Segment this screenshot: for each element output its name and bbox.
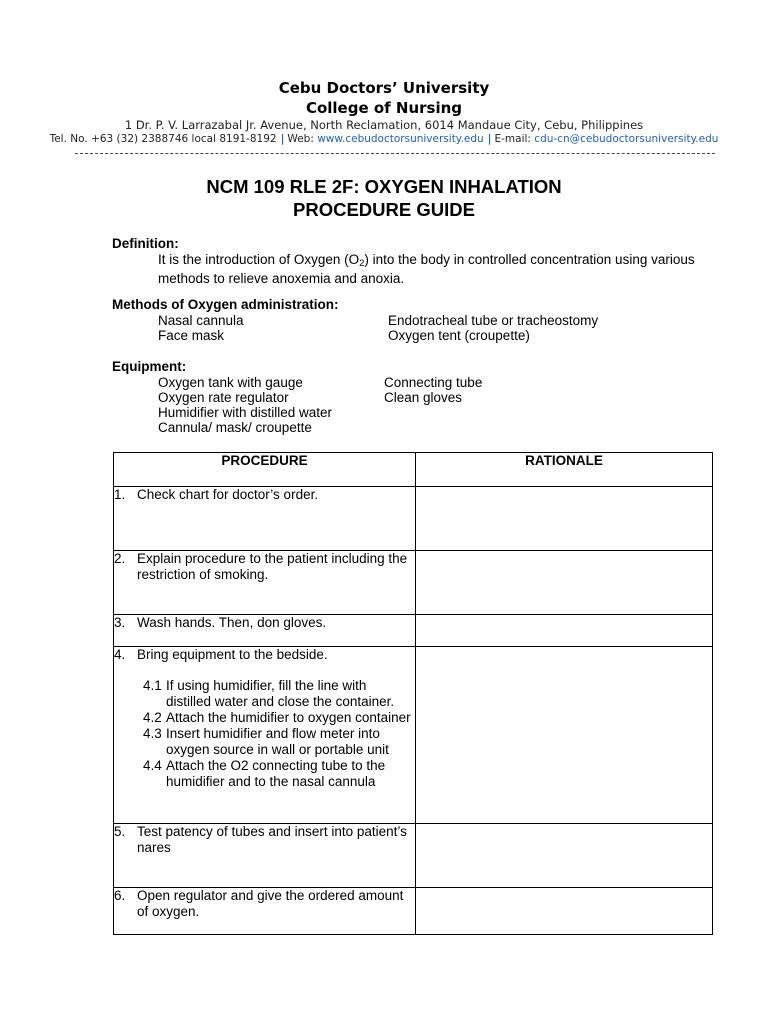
separator: | — [280, 133, 285, 145]
rationale-cell — [416, 888, 713, 935]
table-row — [114, 615, 713, 647]
table-row — [114, 888, 713, 935]
procedure-cell: 5. Test patency of tubes and insert into patient’s nares — [114, 824, 416, 888]
sub-step: 4.3 Insert humidifier and flow meter into oxygen source in wall or portable unit — [143, 726, 389, 757]
telephone: Tel. No. +63 (32) 2388746 local 8191-8192 — [49, 133, 277, 145]
method-item: Oxygen tent (croupette) — [388, 328, 530, 343]
document-title: NCM 109 RLE 2F: OXYGEN INHALATION — [206, 176, 562, 197]
rationale-cell — [416, 824, 713, 888]
table-header-row — [114, 453, 713, 487]
header-divider — [75, 153, 715, 154]
email-label: E-mail: — [494, 133, 531, 145]
table-row — [114, 824, 713, 888]
college-name: College of Nursing — [305, 99, 463, 117]
university-name: Cebu Doctors’ University — [278, 79, 490, 97]
procedure-column-header: PROCEDURE — [114, 453, 416, 487]
sub-step: 4.2 Attach the humidifier to oxygen container — [143, 710, 411, 725]
web-label: Web: — [287, 133, 314, 145]
rationale-column-header: RATIONALE — [416, 453, 713, 487]
rationale-cell — [416, 615, 713, 647]
rationale-cell — [416, 647, 713, 824]
method-item: Nasal cannula — [158, 313, 244, 328]
separator: | — [487, 133, 492, 145]
equipment-heading: Equipment: — [112, 359, 187, 374]
rationale-cell — [416, 551, 713, 615]
sub-step: 4.4 Attach the O2 connecting tube to the humidifier and to the nasal cannula — [143, 758, 386, 789]
equipment-item: Oxygen rate regulator — [158, 390, 289, 405]
table-row — [114, 551, 713, 615]
definition-heading: Definition: — [112, 236, 179, 251]
method-item: Face mask — [158, 328, 225, 343]
procedure-table — [113, 452, 713, 935]
email-link[interactable]: cdu-cn@cebudoctorsuniversity.edu — [534, 133, 719, 145]
procedure-cell: 4. Bring equipment to the bedside. 4.1 If using humidifier, fill the line with distilled water and close the container. 4.2 Attach the humidifier to oxygen container 4.3 Insert humidifier and flow meter into oxygen source in wall or portable unit 4.4 Attach the O2 connecting tube to the humidifier and to the nasal cannula — [114, 647, 416, 824]
method-item: Endotracheal tube or tracheostomy — [388, 313, 599, 328]
methods-heading: Methods of Oxygen administration: — [112, 297, 339, 312]
sub-step: 4.1 If using humidifier, fill the line with distilled water and close the container. — [143, 678, 395, 709]
rationale-cell — [416, 487, 713, 551]
equipment-item: Cannula/ mask/ croupette — [158, 420, 312, 435]
sub-steps — [114, 678, 415, 790]
procedure-cell: 1. Check chart for doctor’s order. — [114, 487, 416, 551]
equipment-item: Oxygen tank with gauge — [158, 375, 303, 390]
document-subtitle: PROCEDURE GUIDE — [293, 199, 475, 220]
website-link[interactable]: www.cebudoctorsuniversity.edu — [317, 133, 484, 145]
procedure-cell: 2. Explain procedure to the patient including the restriction of smoking. — [114, 551, 416, 615]
table-row — [114, 647, 713, 824]
equipment-item: Humidifier with distilled water — [158, 405, 333, 420]
procedure-cell: 3. Wash hands. Then, don gloves. — [114, 615, 416, 647]
table-row — [114, 487, 713, 551]
equipment-item: Connecting tube — [384, 375, 483, 390]
address-line: 1 Dr. P. V. Larrazabal Jr. Avenue, North Reclamation, 6014 Mandaue City, Cebu, Philippines — [124, 118, 644, 132]
procedure-cell: 6. Open regulator and give the ordered amount of oxygen. — [114, 888, 416, 935]
definition-text: It is the introduction of Oxygen (O2) into the body in controlled concentration using various methods to relieve anoxemia and anoxia. — [158, 252, 695, 286]
equipment-item: Clean gloves — [384, 390, 463, 405]
contact-line — [0, 133, 768, 145]
